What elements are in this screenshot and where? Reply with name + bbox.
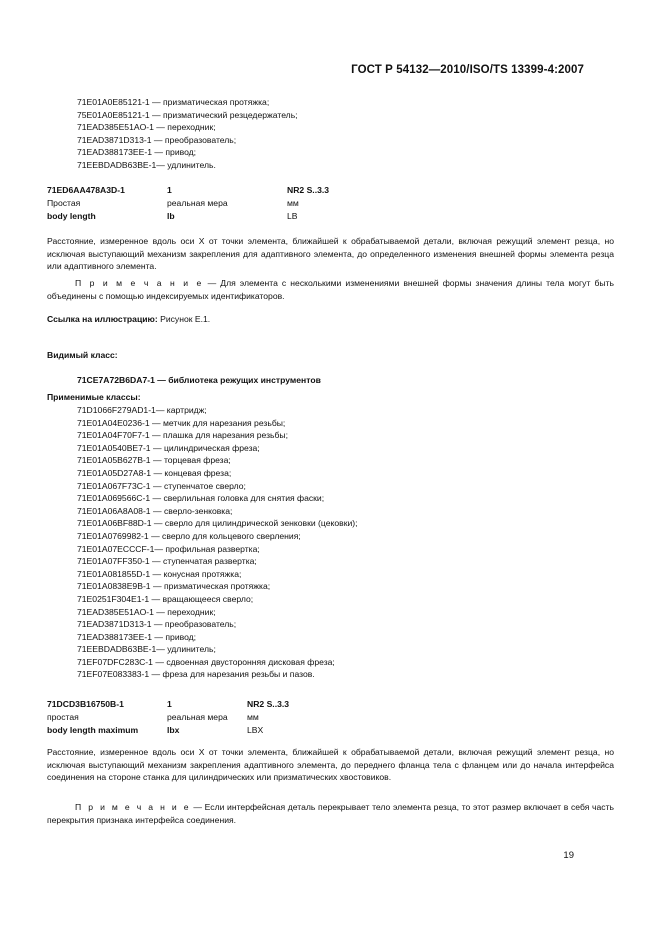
applicable-class-item: 71E01A06A8A08-1 — сверло-зенковка; [77, 505, 233, 516]
property-name-en: body length [47, 211, 96, 221]
visible-class-label: Видимый класс: [47, 350, 118, 360]
property-symbol: lb [167, 211, 175, 221]
applicable-class-list [77, 404, 358, 681]
property-type: простая [47, 712, 79, 722]
class-list-item: 71EAD3871D313-1 — преобразователь; [77, 134, 237, 145]
property-version: 1 [167, 699, 172, 709]
applicable-class-item: 71E01A081855D-1 — конусная протяжка; [77, 568, 242, 579]
applicable-class-item: 71EAD3871D313-1 — преобразователь; [77, 619, 237, 630]
property-type: Простая [47, 198, 81, 208]
property-symbol: lbx [167, 725, 180, 735]
property-version: 1 [167, 185, 172, 195]
applicable-class-item: 71E01A067F73C-1 — ступенчатое сверло; [77, 480, 246, 491]
illustration-reference [47, 314, 210, 324]
reference-text: Рисунок Е.1. [157, 314, 211, 324]
property-format: NR2 S..3.3 [247, 699, 290, 709]
property-abbr: LBX [247, 725, 264, 735]
class-list-item: 75E01A0E85121-1 — призматический резцедержатель; [77, 109, 298, 120]
applicable-class-item: 71E0251F304E1-1 — вращающееся сверло; [77, 593, 254, 604]
applicable-class-item: 71E01A0769982-1 — сверло для кольцевого сверления; [77, 530, 301, 541]
class-list-item: 71E01A0E85121-1 — призматическая протяжка; [77, 97, 270, 107]
applicable-class-item: 71E01A06BF88D-1 — сверло для цилиндрической зенковки (цековки); [77, 518, 358, 529]
property-unit: мм [247, 712, 259, 722]
applicable-class-item: 71E01A069566C-1 — сверлильная головка для снятия фаски; [77, 493, 325, 504]
applicable-class-item: 71E01A04F70F7-1 — плашка для нарезания резьбы; [77, 430, 288, 441]
applicable-class-item: 71E01A0838E9B-1 — призматическая протяжка; [77, 581, 271, 592]
property-measure: реальная мера [167, 198, 228, 208]
note-body-length-maximum [47, 801, 614, 826]
class-list-item: 71EAD385E51AO-1 — переходник; [77, 122, 216, 133]
property-code: 71ED6AA478A3D-1 [47, 185, 125, 195]
page-number: 19 [563, 850, 574, 861]
applicable-class-item: 71E01A04E0236-1 — метчик для нарезания резьбы; [77, 417, 286, 428]
note-label: П р и м е ч а н и е [75, 802, 191, 812]
definition-body-length: Расстояние, измеренное вдоль оси X от точки элемента, ближайшей к обрабатываемой детали, включая режущий элемент резца, но исключая выступающий механизм закрепления для адаптивного элемента, до определенного изменения внешней формы элемента резца или адаптивного элемента. [47, 236, 614, 272]
applicable-class-item: 71EAD385E51AO-1 — переходник; [77, 606, 216, 617]
property-format: NR2 S..3.3 [287, 185, 330, 195]
property-name-en: body length maximum [47, 725, 139, 735]
class-list-item: 71EAD388173EE-1 — привод; [77, 147, 197, 158]
property-abbr: LB [287, 211, 298, 221]
definition-body-length-maximum: Расстояние, измеренное вдоль оси X от точки элемента, ближайшей к обрабатываемой детали, включая режущий элемент резца, но исключая выступающий механизм закрепления адаптивного элемента, до переднего фланца тела с фланцем или до начала интерфейса соединения на стороне станка для цилиндрических или призматических хвостовиков. [47, 747, 614, 783]
note-body-length [47, 277, 614, 302]
note-text: — Для элемента с несколькими изменениями внешней формы значения длины тела могут быть объединены с помощью индексируемых идентификаторов. [47, 278, 614, 301]
class-list-item: 71EEBDADB63BE-1— удлинитель. [77, 159, 216, 170]
reference-label: Ссылка на иллюстрацию: [47, 314, 158, 324]
applicable-class-item: 71E01A05B627B-1 — торцевая фреза; [77, 455, 231, 466]
property-code: 71DCD3B16750B-1 [47, 699, 124, 709]
applicable-class-item: 71D1066F279AD1-1— картридж; [77, 405, 207, 415]
applicable-classes-label: Применимые классы: [47, 392, 141, 402]
standard-header: ГОСТ Р 54132—2010/ISO/TS 13399-4:2007 [351, 64, 584, 76]
applicable-class-item: 71EF07DFC283C-1 — сдвоенная двусторонняя дисковая фреза; [77, 656, 335, 667]
visible-class-value: 71CE7A72B6DA7-1 — библиотека режущих инструментов [77, 375, 321, 385]
applicable-class-item: 71EAD388173EE-1 — привод; [77, 631, 197, 642]
property-unit: мм [287, 198, 299, 208]
note-text: — Если интерфейсная деталь перекрывает тело элемента резца, то этот размер включает в себя часть перекрытия признака интерфейса соединения. [47, 802, 614, 825]
note-label: П р и м е ч а н и е [75, 278, 204, 288]
applicable-class-item: 71EEBDADB63BE-1— удлинитель; [77, 644, 216, 655]
applicable-class-item: 71E01A07ECCCF-1— профильная развертка; [77, 543, 260, 554]
top-class-list [77, 96, 298, 172]
property-measure: реальная мера [167, 712, 228, 722]
applicable-class-item: 71E01A05D27A8-1 — концевая фреза; [77, 467, 232, 478]
applicable-class-item: 71EF07E083383-1 — фреза для нарезания резьбы и пазов. [77, 669, 315, 680]
applicable-class-item: 71E01A07FF350-1 — ступенчатая развертка; [77, 556, 257, 567]
applicable-class-item: 71E01A0540BE7-1 — цилиндрическая фреза; [77, 442, 260, 453]
